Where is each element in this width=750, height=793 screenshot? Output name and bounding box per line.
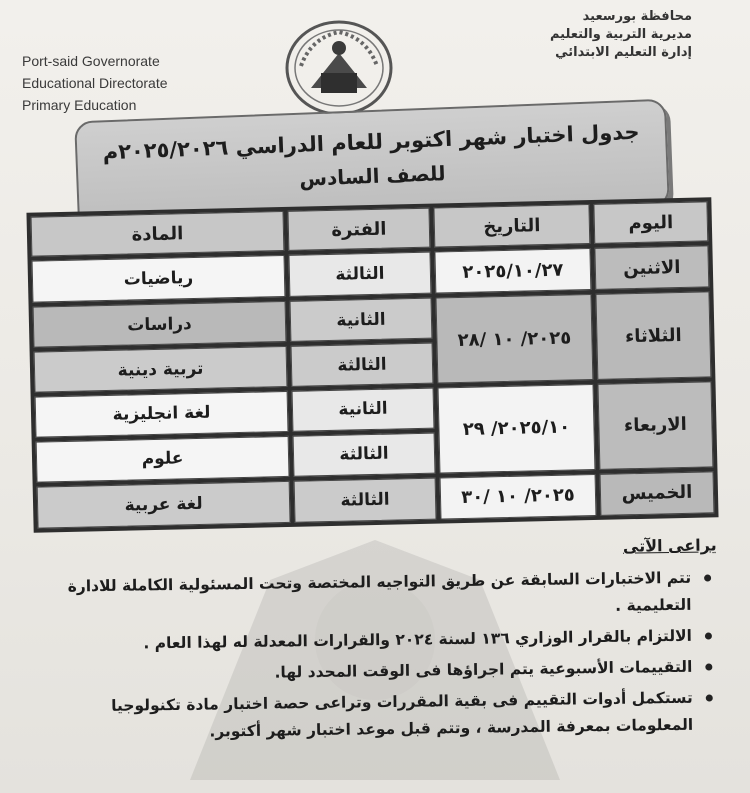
english-header-line-1: Port-said Governorate — [22, 53, 160, 69]
subject-cell: تربية دينية — [34, 346, 288, 392]
note-text: تتم الاختبارات السابقة عن طريق التواجيه المختصة وتحت المسئولية الكاملة للادارة التعليمية . — [67, 568, 692, 615]
date-cell: ٢٠٢٥/١٠/ ٢٩ — [438, 384, 596, 473]
period-cell: الثالثة — [293, 432, 436, 476]
notes-section — [57, 535, 720, 751]
date-cell: ٢٠٢٥/ ١٠ /٣٠ — [440, 473, 597, 519]
arabic-header — [472, 8, 692, 62]
list-item — [58, 654, 692, 690]
bullet-icon — [705, 632, 712, 639]
arabic-header-line-2: مديرية التربية والتعليم — [549, 27, 692, 42]
subject-cell: رياضيات — [32, 255, 286, 303]
document-title: جدول اختبار شهر اكتوبر للعام الدراسي ٢٠٢٥/٢٠٢٦م — [102, 119, 640, 165]
english-header — [22, 50, 252, 116]
list-item — [58, 623, 692, 659]
note-text: الالتزام بالقرار الوزاري ١٣٦ لسنة ٢٠٢٤ والقرارات المعدلة له لهذا العام . — [143, 626, 693, 653]
subject-cell: علوم — [36, 436, 290, 482]
list-item — [59, 685, 694, 748]
english-header-line-3: Primary Education — [22, 97, 137, 113]
header-day: اليوم — [593, 201, 708, 244]
date-cell: ٢٠٢٥/١٠/٢٧ — [434, 248, 591, 294]
subject-cell: دراسات — [33, 301, 287, 347]
header-period: الفترة — [287, 208, 430, 251]
exam-schedule-table — [26, 197, 718, 532]
note-text: تستكمل أدوات التقييم فى بقية المقررات وتراعى حصة اختبار مادة تكنولوجيا المعلومات بمعرفة المدرسة ، وتتم قبل موعد اختبار شهر أكتوبر. — [111, 688, 694, 741]
english-header-line-2: Educational Directorate — [22, 75, 168, 91]
notes-list — [57, 564, 719, 747]
ministry-emblem-icon — [281, 18, 397, 118]
period-cell: الثانية — [292, 388, 435, 432]
document-subtitle: للصف السادس — [298, 161, 446, 191]
date-cell: ٢٠٢٥/ ١٠ /٢٨ — [435, 294, 593, 383]
period-cell: الثالثة — [288, 252, 431, 298]
subject-cell: لغة انجليزية — [35, 391, 289, 437]
arabic-header-line-3: إدارة التعليم الابتدائي — [555, 45, 692, 60]
day-cell: الخميس — [600, 471, 715, 516]
day-cell: الاثنين — [594, 245, 709, 290]
notes-title: يراعى الآتى — [622, 535, 717, 556]
day-cell: الثلاثاء — [595, 292, 711, 380]
subject-cell: لغة عربية — [37, 480, 291, 528]
bullet-icon — [704, 574, 711, 581]
arabic-header-line-1: محافظة بورسعيد — [582, 9, 692, 24]
bullet-icon — [705, 663, 712, 670]
day-cell: الاربعاء — [597, 381, 713, 469]
header-date: التاريخ — [433, 204, 590, 248]
period-cell: الثالثة — [291, 343, 434, 387]
period-cell: الثانية — [290, 298, 433, 342]
bullet-icon — [706, 694, 713, 701]
list-item — [57, 565, 692, 628]
header-subject: المادة — [31, 211, 285, 257]
period-cell: الثالثة — [294, 477, 437, 523]
note-text: التقييمات الأسبوعية يتم اجراؤها فى الوقت المحدد لها. — [274, 657, 693, 682]
